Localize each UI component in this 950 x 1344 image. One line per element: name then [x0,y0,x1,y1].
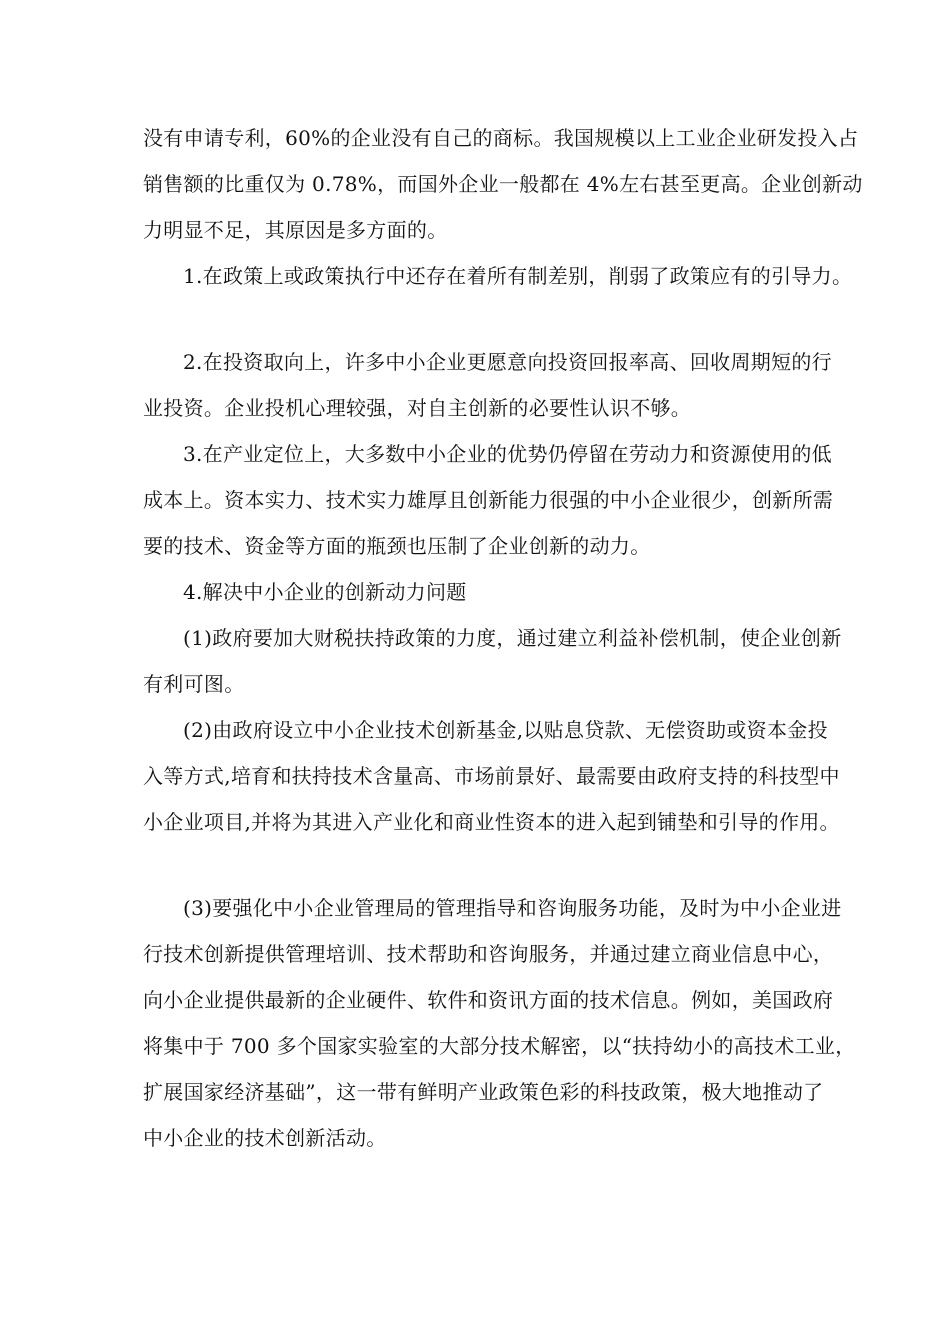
list-item-1: 1.在政策上或政策执行中还存在着所有制差别，削弱了政策应有的引导力。 [183,264,853,288]
paragraph-line: 扩展国家经济基础”，这一带有鲜明产业政策色彩的科技政策，极大地推动了 [143,1080,824,1104]
paragraph-line: 销售额的比重仅为 0.78%，而国外企业一般都在 4%左右甚至更高。企业创新动 [143,172,863,196]
paragraph-line: 向小企业提供最新的企业硬件、软件和资讯方面的技术信息。例如，美国政府 [143,988,834,1012]
paragraph-line: 力明显不足，其原因是多方面的。 [143,218,448,242]
paragraph-line: 入等方式,培育和扶持技术含量高、市场前景好、最需要由政府支持的科技型中 [143,764,840,788]
paragraph-line: 成本上。资本实力、技术实力雄厚且创新能力很强的中小企业很少，创新所需 [143,488,834,512]
paragraph-line: 业投资。企业投机心理较强，对自主创新的必要性认识不够。 [143,396,692,420]
paragraph-line: 有利可图。 [143,672,245,696]
list-item-2: 2.在投资取向上，许多中小企业更愿意向投资回报率高、回收周期短的行 [183,350,832,374]
paragraph-line: 行技术创新提供管理培训、技术帮助和咨询服务，并通过建立商业信息中心， [143,942,834,966]
list-item-4: 4.解决中小企业的创新动力问题 [183,580,467,604]
paragraph-line: 要的技术、资金等方面的瓶颈也压制了企业创新的动力。 [143,534,651,558]
paragraph-line: 将集中于 700 多个国家实验室的大部分技术解密，以“扶持幼小的高技术工业， [143,1034,856,1058]
sub-item-3: (3)要强化中小企业管理局的管理指导和咨询服务功能，及时为中小企业进 [183,896,842,920]
list-item-3: 3.在产业定位上，大多数中小企业的优势仍停留在劳动力和资源使用的低 [183,442,832,466]
sub-item-1: (1)政府要加大财税扶持政策的力度，通过建立利益补偿机制，使企业创新 [183,626,842,650]
sub-item-2: (2)由政府设立中小企业技术创新基金,以贴息贷款、无偿资助或资本金投 [183,718,828,742]
paragraph-line: 没有申请专利，60%的企业没有自己的商标。我国规模以上工业企业研发投入占 [143,126,859,150]
paragraph-line: 中小企业的技术创新活动。 [143,1126,387,1150]
paragraph-line: 小企业项目,并将为其进入产业化和商业性资本的进入起到铺垫和引导的作用。 [143,810,840,834]
